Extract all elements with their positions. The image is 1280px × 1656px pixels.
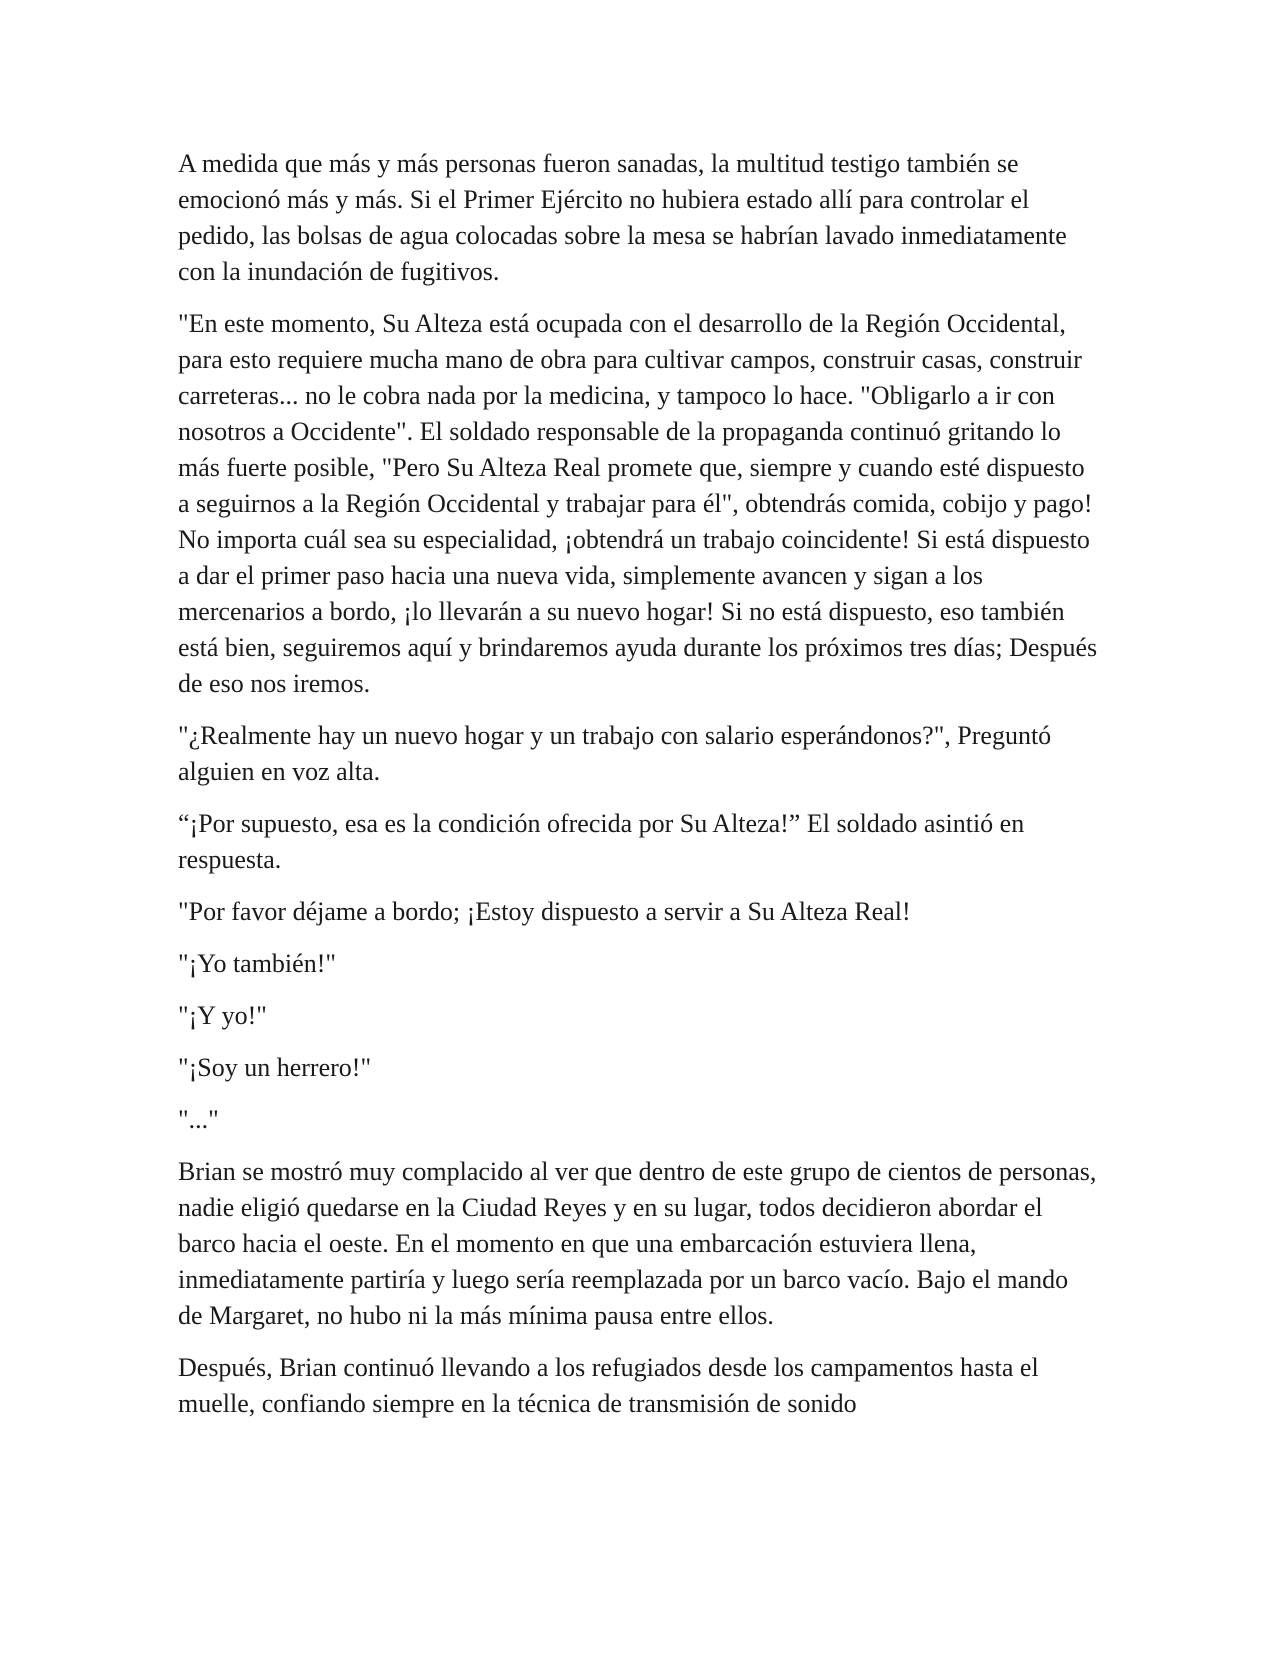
paragraph-1: A medida que más y más personas fueron sanadas, la multitud testigo también se emocionó más y más. Si el Primer Ejército no hubiera estado allí para controlar el pedido, las bolsas de agua colocadas sobre la mesa se habrían lavado inmediatamente con la inundación de fugitivos. [178, 149, 1067, 286]
paragraph-11: Después, Brian continuó llevando a los refugiados desde los campamentos hasta el muelle, confiando siempre en la técnica de transmisión de sonido [178, 1353, 1039, 1418]
paragraph-3: "¿Realmente hay un nuevo hogar y un trabajo con salario esperándonos?", Preguntó alguien en voz alta. [178, 721, 1052, 786]
paragraph-2: "En este momento, Su Alteza está ocupada con el desarrollo de la Región Occidental, para esto requiere mucha mano de obra para cultivar campos, construir casas, construir carreteras... no le cobra nada por la medicina, y tampoco lo hace. "Obligarlo a ir con nosotros a Occidente". El soldado responsable de la propaganda continuó gritando lo más fuerte posible, "Pero Su Alteza Real promete que, siempre y cuando esté dispuesto a seguirnos a la Región Occidental y trabajar para él", obtendrás comida, cobijo y pago! No importa cuál sea su especialidad, ¡obtendrá un trabajo coincidente! Si está dispuesto a dar el primer paso hacia una nueva vida, simplemente avancen y sigan a los mercenarios a bordo, ¡lo llevarán a su nuevo hogar! Si no está dispuesto, eso también está bien, seguiremos aquí y brindaremos ayuda durante los próximos tres días; Después de eso nos iremos. [178, 309, 1098, 698]
paragraph-5: "Por favor déjame a bordo; ¡Estoy dispuesto a servir a Su Alteza Real! [178, 897, 911, 926]
paragraph-8: "¡Soy un herrero!" [178, 1053, 372, 1082]
paragraph-9: "..." [178, 1105, 219, 1134]
document-page [178, 146, 1098, 1438]
paragraph-10: Brian se mostró muy complacido al ver que dentro de este grupo de cientos de personas, nadie eligió quedarse en la Ciudad Reyes y en su lugar, todos decidieron abordar el barco hacia el oeste. En el momento en que una embarcación estuviera llena, inmediatamente partiría y luego sería reemplazada por un barco vacío. Bajo el mando de Margaret, no hubo ni la más mínima pausa entre ellos. [178, 1157, 1097, 1330]
paragraph-7: "¡Y yo!" [178, 1001, 267, 1030]
paragraph-6: "¡Yo también!" [178, 949, 336, 978]
paragraph-4: “¡Por supuesto, esa es la condición ofrecida por Su Alteza!” El soldado asintió en respuesta. [178, 809, 1025, 874]
